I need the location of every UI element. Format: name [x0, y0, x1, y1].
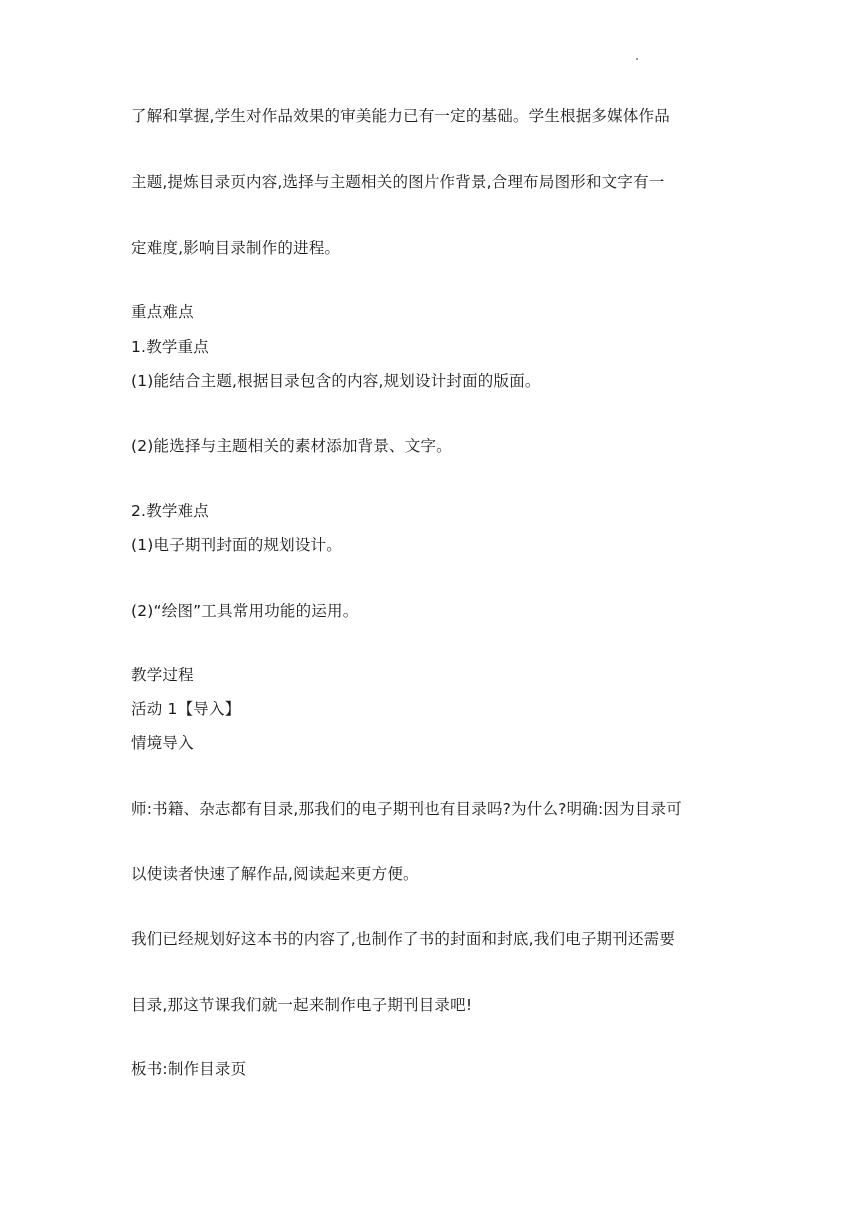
paragraph-line: 我们已经规划好这本书的内容了,也制作了书的封面和封底,我们电子期刊还需要: [131, 930, 676, 948]
activity-title: 活动 1【导入】: [131, 700, 241, 718]
subsection-title: 2.教学难点: [131, 502, 209, 520]
list-item: (1)电子期刊封面的规划设计。: [131, 536, 342, 554]
subsection-title: 情境导入: [131, 734, 194, 752]
subsection-title: 1.教学重点: [131, 338, 209, 356]
paragraph-line: 主题,提炼目录页内容,选择与主题相关的图片作背景,合理布局图形和文字有一: [131, 173, 665, 191]
list-item: (2)能选择与主题相关的素材添加背景、文字。: [131, 437, 452, 455]
paragraph-line: 目录,那这节课我们就一起来制作电子期刊目录吧!: [131, 996, 473, 1014]
list-item: (2)“绘图”工具常用功能的运用。: [131, 602, 359, 620]
paragraph-line: 了解和掌握,学生对作品效果的审美能力已有一定的基础。学生根据多媒体作品: [131, 107, 670, 125]
board-note: 板书:制作目录页: [131, 1060, 247, 1078]
paragraph-line: 以使读者快速了解作品,阅读起来更方便。: [131, 865, 419, 883]
page-mark: [636, 58, 638, 60]
paragraph-line: 定难度,影响目录制作的进程。: [131, 239, 341, 257]
list-item: (1)能结合主题,根据目录包含的内容,规划设计封面的版面。: [131, 372, 541, 390]
paragraph-line: 师:书籍、杂志都有目录,那我们的电子期刊也有目录吗?为什么?明确:因为目录可: [131, 800, 682, 818]
section-heading: 重点难点: [131, 303, 194, 321]
section-heading: 教学过程: [131, 666, 194, 684]
